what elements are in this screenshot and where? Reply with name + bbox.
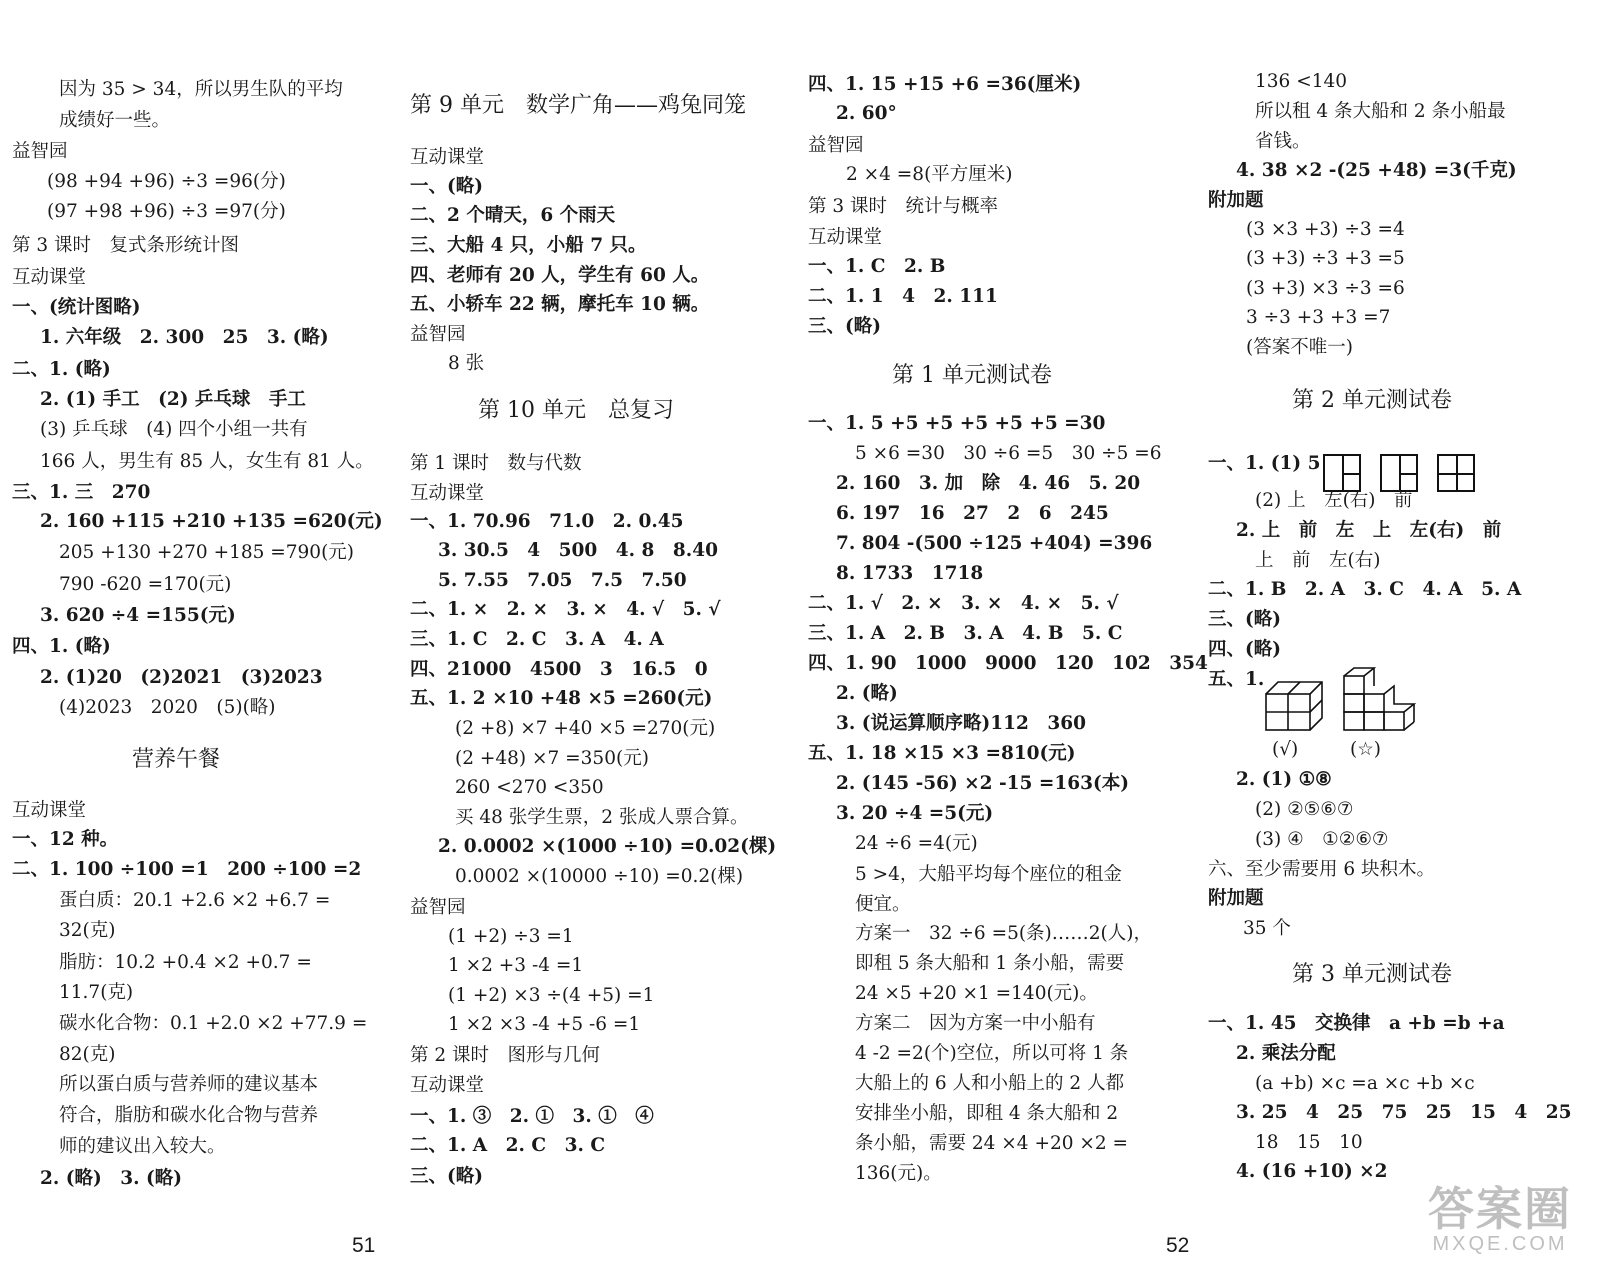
text-line: 790 -620 =170(元) (59, 574, 232, 595)
text-line: 2. 0.0002 ×(1000 ÷10) =0.02(棵) (438, 836, 777, 857)
section-label: 互动课堂 (410, 147, 485, 168)
text-line: 一、(略) (410, 176, 484, 197)
text-line: 2. (1) 手工 (2) 乒乓球 手工 (40, 389, 306, 410)
text-line: 1 ×2 +3 -4 =1 (448, 955, 584, 976)
text-line: 82(克) (59, 1044, 116, 1065)
lesson-heading: 第 1 课时 数与代数 (410, 453, 582, 474)
text-line: 师的建议出入较大。 (59, 1136, 226, 1157)
text-line: 五、1. (1208, 669, 1265, 690)
text-line: 二、1. × 2. × 3. × 4. √ 5. √ (410, 599, 721, 620)
text-line: 四、1. 90 1000 9000 120 102 354 (808, 653, 1208, 674)
text-line: 3. 620 ÷4 =155(元) (40, 605, 236, 626)
text-line: (98 +94 +96) ÷3 =96(分) (47, 171, 286, 192)
text-line: 4. (16 +10) ×2 (1236, 1161, 1388, 1182)
text-line: 2. (略) 3. (略) (40, 1168, 183, 1189)
text-line: 一、1. ③ 2. ① 3. ① ④ (410, 1106, 654, 1127)
column-3 (808, 0, 1208, 1269)
figure-mark-1: (√) (1272, 739, 1299, 760)
text-line: 205 +130 +270 +185 =790(元) (59, 542, 355, 563)
text-line: 方案一 32 ÷6 =5(条)……2(人)， (855, 923, 1152, 944)
text-line: 大船上的 6 人和小船上的 2 人都 (855, 1073, 1125, 1094)
text-line: 0.0002 ×(10000 ÷10) =0.2(棵) (455, 866, 744, 887)
text-line: (2 +48) ×7 =350(元) (455, 748, 649, 769)
text-line: 24 ÷6 =4(元) (855, 833, 978, 854)
text-line: 3 ÷3 +3 +3 =7 (1246, 307, 1391, 328)
column-1 (12, 0, 407, 1269)
cube-stack-figure-1 (1260, 666, 1332, 736)
text-line: 二、1. (略) (12, 359, 111, 380)
text-line: 2. (145 -56) ×2 -15 =163(本) (836, 773, 1129, 794)
text-line: 便宜。 (855, 894, 911, 915)
text-line: 一、(统计图略) (12, 297, 141, 318)
text-line: 2. (1) ①⑧ (1236, 769, 1332, 790)
text-line: 8 张 (448, 353, 485, 374)
lesson-heading: 第 2 课时 图形与几何 (410, 1045, 601, 1066)
text-line: 所以租 4 条大船和 2 条小船最 (1255, 101, 1506, 122)
section-label: 益智园 (808, 135, 864, 156)
text-line: 7. 804 -(500 ÷125 +404) =396 (836, 533, 1153, 554)
text-line: 二、1. 100 ÷100 =1 200 ÷100 =2 (12, 859, 362, 880)
text-line: 二、1. A 2. C 3. C (410, 1135, 606, 1156)
text-line: 一、1. C 2. B (808, 256, 946, 277)
section-heading: 营养午餐 (132, 747, 221, 772)
text-line: 蛋白质：20.1 +2.6 ×2 +6.7 = (59, 890, 331, 911)
text-line: 166 人，男生有 85 人，女生有 81 人。 (40, 451, 374, 472)
text-line: 买 48 张学生票，2 张成人票合算。 (455, 807, 749, 828)
text-line: 三、1. A 2. B 3. A 4. B 5. C (808, 623, 1123, 644)
text-line: 安排坐小船，即租 4 条大船和 2 (855, 1103, 1119, 1124)
text-line: 1 ×2 ×3 -4 +5 -6 =1 (448, 1014, 641, 1035)
text-line: 35 个 (1243, 918, 1291, 939)
text-line: 3. 25 4 25 75 25 15 4 25 (1236, 1102, 1572, 1123)
text-line: 5 >4，大船平均每个座位的租金 (855, 864, 1122, 885)
section-label: 益智园 (12, 141, 68, 162)
text-line: 2. 160 +115 +210 +135 =620(元) (40, 511, 383, 532)
text-line: (3 ×3 +3) ÷3 =4 (1246, 219, 1405, 240)
text-line: 4 -2 =2(个)空位，所以可将 1 条 (855, 1043, 1129, 1064)
text-line: 一、1. (1) 5 (1208, 453, 1321, 474)
text-line: 18 15 10 (1255, 1132, 1363, 1153)
section-label: 益智园 (410, 897, 466, 918)
section-label: 益智园 (410, 324, 466, 345)
text-line: 四、1. 15 +15 +6 =36(厘米) (808, 74, 1082, 95)
text-line: 一、1. 5 +5 +5 +5 +5 +5 =30 (808, 413, 1106, 434)
text-line: 三、(略) (1208, 609, 1282, 630)
text-line: 1. 六年级 2. 300 25 3. (略) (40, 327, 329, 348)
text-line: 2 ×4 =8(平方厘米) (846, 164, 1013, 185)
section-label: 附加题 (1208, 888, 1264, 909)
cube-stack-figure-2 (1338, 666, 1428, 736)
text-line: (3) 乒乓球 (4) 四个小组一共有 (40, 419, 308, 440)
text-line: 成绩好一些。 (59, 110, 171, 131)
text-line: 2. (略) (836, 683, 898, 704)
text-line: 32(克) (59, 920, 116, 941)
text-line: (2) 上 左(右) 前 (1255, 490, 1413, 511)
text-line: (3) ④ ①②⑥⑦ (1255, 829, 1389, 850)
text-line: 二、1. √ 2. × 3. × 4. × 5. √ (808, 593, 1119, 614)
text-line: 五、1. 2 ×10 +48 ×5 =260(元) (410, 688, 713, 709)
text-line: 省钱。 (1255, 131, 1311, 152)
text-line: 四、老师有 20 人，学生有 60 人。 (410, 265, 710, 286)
text-line: 碳水化合物：0.1 +2.0 ×2 +77.9 = (59, 1013, 368, 1034)
text-line: 136 <140 (1255, 71, 1348, 92)
text-line: 一、1. 70.96 71.0 2. 0.45 (410, 511, 684, 532)
text-line: 二、2 个晴天，6 个雨天 (410, 205, 616, 226)
text-line: 上 前 左(右) (1255, 550, 1381, 571)
column-4 (1208, 0, 1600, 1269)
text-line: 二、1. B 2. A 3. C 4. A 5. A (1208, 579, 1522, 600)
column-2 (410, 0, 805, 1269)
text-line: (97 +98 +96) ÷3 =97(分) (47, 201, 286, 222)
text-line: 一、12 种。 (12, 829, 119, 850)
section-label: 附加题 (1208, 190, 1264, 211)
text-line: 3. 20 ÷4 =5(元) (836, 803, 994, 824)
text-line: 2. 60° (836, 103, 897, 124)
text-line: 3. (说运算顺序略)112 360 (836, 713, 1086, 734)
text-line: 2. 160 3. 加 除 4. 46 5. 20 (836, 473, 1141, 494)
watermark-url: MXQE.COM (1432, 1233, 1568, 1255)
section-label: 互动课堂 (12, 800, 87, 821)
text-line: (答案不唯一) (1246, 337, 1353, 358)
text-line: 3. 30.5 4 500 4. 8 8.40 (438, 540, 718, 561)
text-line: 三、大船 4 只，小船 7 只。 (410, 235, 647, 256)
text-line: 2. 乘法分配 (1236, 1043, 1336, 1064)
text-line: 所以蛋白质与营养师的建议基本 (59, 1074, 319, 1095)
lesson-heading: 第 3 课时 统计与概率 (808, 196, 999, 217)
text-line: 三、(略) (808, 316, 882, 337)
text-line: (3 +3) ×3 ÷3 =6 (1246, 278, 1405, 299)
text-line: 四、(略) (1208, 639, 1282, 660)
view-shape-3 (1437, 454, 1475, 492)
figure-mark-2: (☆) (1350, 739, 1382, 760)
text-line: (3 +3) ÷3 +3 =5 (1246, 248, 1405, 269)
text-line: 六、至少需要用 6 块积木。 (1208, 859, 1436, 880)
section-label: 互动课堂 (410, 483, 485, 504)
text-line: 脂肪：10.2 +0.4 ×2 +0.7 = (59, 952, 312, 973)
section-label: 互动课堂 (410, 1075, 485, 1096)
watermark (1428, 1185, 1572, 1255)
text-line: 4. 38 ×2 -(25 +48) =3(千克) (1236, 160, 1517, 181)
text-line: 三、1. C 2. C 3. A 4. A (410, 629, 664, 650)
section-heading: 第 10 单元 总复习 (478, 398, 674, 423)
section-label: 互动课堂 (808, 227, 883, 248)
lesson-heading: 第 3 课时 复式条形统计图 (12, 235, 240, 256)
text-line: 因为 35 > 34，所以男生队的平均 (59, 79, 343, 100)
text-line: (4)2023 2020 (5)(略) (59, 697, 276, 718)
text-line: 260 <270 <350 (455, 777, 604, 798)
text-line: 二、1. 1 4 2. 111 (808, 286, 998, 307)
text-line: 五、小轿车 22 辆，摩托车 10 辆。 (410, 294, 710, 315)
text-line: 6. 197 16 27 2 6 245 (836, 503, 1109, 524)
text-line: (1 +2) ×3 ÷(4 +5) =1 (448, 985, 655, 1006)
text-line: 即租 5 条大船和 1 条小船，需要 (855, 953, 1125, 974)
section-heading: 第 9 单元 数学广角——鸡兔同笼 (410, 93, 746, 118)
section-heading: 第 3 单元测试卷 (1292, 962, 1452, 987)
text-line: 136(元)。 (855, 1163, 942, 1184)
text-line: 四、21000 4500 3 16.5 0 (410, 659, 708, 680)
text-line: 11.7(克) (59, 982, 134, 1003)
text-line: 符合，脂肪和碳水化合物与营养 (59, 1105, 319, 1126)
text-line: 2. (1)20 (2)2021 (3)2023 (40, 667, 323, 688)
text-line: (2) ②⑤⑥⑦ (1255, 799, 1354, 820)
text-line: (2 +8) ×7 +40 ×5 =270(元) (455, 718, 716, 739)
page-number-right: 52 (1166, 1234, 1190, 1257)
section-heading: 第 2 单元测试卷 (1292, 388, 1452, 413)
text-line: 8. 1733 1718 (836, 563, 984, 584)
page-number-left: 51 (352, 1234, 376, 1257)
text-line: 三、(略) (410, 1166, 484, 1187)
text-line: 一、1. 45 交换律 a +b =b +a (1208, 1013, 1505, 1034)
text-line: 条小船，需要 24 ×4 +20 ×2 = (855, 1133, 1129, 1154)
text-line: 五、1. 18 ×15 ×3 =810(元) (808, 743, 1076, 764)
text-line: 2. 上 前 左 上 左(右) 前 (1236, 520, 1502, 541)
watermark-title: 答案圈 (1428, 1183, 1572, 1235)
text-line: 方案二 因为方案一中小船有 (855, 1013, 1096, 1034)
section-heading: 第 1 单元测试卷 (892, 363, 1052, 388)
text-line: 5 ×6 =30 30 ÷6 =5 30 ÷5 =6 (855, 443, 1162, 464)
text-line: 24 ×5 +20 ×1 =140(元)。 (855, 983, 1098, 1004)
text-line: (a +b) ×c =a ×c +b ×c (1255, 1073, 1475, 1094)
text-line: 5. 7.55 7.05 7.5 7.50 (438, 570, 687, 591)
text-line: 三、1. 三 270 (12, 482, 151, 503)
text-line: 四、1. (略) (12, 636, 111, 657)
text-line: (1 +2) ÷3 =1 (448, 926, 574, 947)
section-label: 互动课堂 (12, 267, 87, 288)
